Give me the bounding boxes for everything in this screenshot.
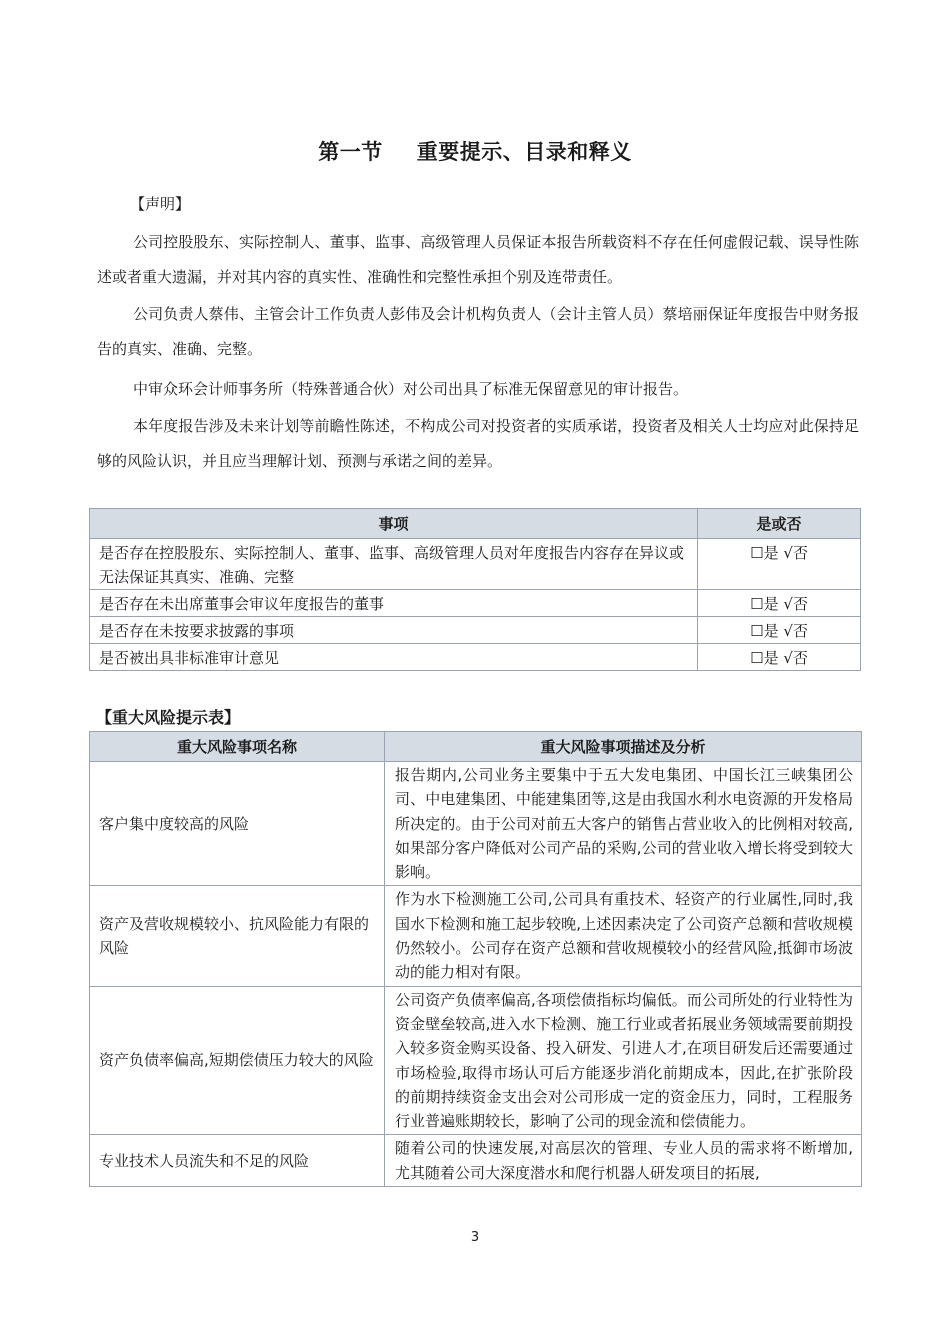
column-header: 事项 bbox=[90, 509, 698, 539]
risk-description: 报告期内,公司业务主要集中于五大发电集团、中国长江三峡集团公司、中电建集团、中能建集团等,这是由我国水利水电资源的开发格局所决定的。由于公司对前五大客户的销售占营业收入的比例相对较高,如果部分客户降低对公司产品的采购,公司的营业收入增长将受到较大影响。 bbox=[385, 762, 862, 886]
matter-item: 是否存在控股股东、实际控制人、董事、监事、高级管理人员对年度报告内容存在异议或无法保证其真实、准确、完整 bbox=[90, 539, 698, 590]
declaration-paragraph: 中审众环会计师事务所（特殊普通合伙）对公司出具了标准无保留意见的审计报告。 bbox=[133, 380, 689, 398]
risk-table bbox=[89, 731, 862, 1187]
column-header: 重大风险事项名称 bbox=[90, 732, 385, 762]
table-row bbox=[90, 1135, 862, 1187]
matters-table bbox=[89, 508, 861, 671]
table-row bbox=[90, 617, 861, 644]
table-row bbox=[90, 986, 862, 1135]
section-title bbox=[0, 136, 950, 166]
section-heading: 重要提示、目录和释义 bbox=[416, 140, 632, 164]
column-header: 是或否 bbox=[698, 509, 861, 539]
declaration-paragraph: 公司负责人蔡伟、主管会计工作负责人彭伟及会计机构负责人（会计主管人员）蔡培丽保证年度报告中财务报告的真实、准确、完整。 bbox=[97, 305, 859, 358]
matter-answer: ☐是 √否 bbox=[698, 590, 861, 617]
matter-item: 是否存在未按要求披露的事项 bbox=[90, 617, 698, 644]
risk-name: 专业技术人员流失和不足的风险 bbox=[90, 1135, 385, 1187]
matter-item: 是否存在未出席董事会审议年度报告的董事 bbox=[90, 590, 698, 617]
table-row bbox=[90, 590, 861, 617]
table-row bbox=[90, 644, 861, 671]
risk-name: 客户集中度较高的风险 bbox=[90, 762, 385, 886]
table-row bbox=[90, 539, 861, 590]
risk-table-heading: 【重大风险提示表】 bbox=[96, 708, 241, 727]
table-row bbox=[90, 762, 862, 886]
column-header: 重大风险事项描述及分析 bbox=[385, 732, 862, 762]
matter-item: 是否被出具非标准审计意见 bbox=[90, 644, 698, 671]
risk-description: 随着公司的快速发展,对高层次的管理、专业人员的需求将不断增加,尤其随着公司大深度潜水和爬行机器人研发项目的拓展, bbox=[385, 1135, 862, 1187]
table-row bbox=[90, 886, 862, 986]
matter-answer: ☐是 √否 bbox=[698, 644, 861, 671]
section-label: 第一节 bbox=[318, 140, 383, 164]
declaration-paragraph: 公司控股股东、实际控制人、董事、监事、高级管理人员保证本报告所载资料不存在任何虚假记载、误导性陈述或者重大遗漏，并对其内容的真实性、准确性和完整性承担个别及连带责任。 bbox=[97, 233, 859, 286]
risk-name: 资产及营收规模较小、抗风险能力有限的风险 bbox=[90, 886, 385, 986]
risk-description: 公司资产负债率偏高,各项偿债指标均偏低。而公司所处的行业特性为资金壁垒较高,进入水下检测、施工行业或者拓展业务领域需要前期投入较多资金购买设备、投入研发、引进人才,在项目研发后还需要通过市场检验,取得市场认可后方能逐步消化前期成本，因此,在扩张阶段的前期持续资金支出会对公司形成一定的资金压力，同时，工程服务行业普遍账期较长，影响了公司的现金流和偿债能力。 bbox=[385, 986, 862, 1135]
risk-name: 资产负债率偏高,短期偿债压力较大的风险 bbox=[90, 986, 385, 1135]
matter-answer: ☐是 √否 bbox=[698, 617, 861, 644]
page-number: 3 bbox=[470, 1230, 480, 1245]
matter-answer: ☐是 √否 bbox=[698, 539, 861, 590]
table-header-row bbox=[90, 732, 862, 762]
risk-description: 作为水下检测施工公司,公司具有重技术、轻资产的行业属性,同时,我国水下检测和施工起步较晚,上述因素决定了公司资产总额和营收规模仍然较小。公司存在资产总额和营收规模较小的经营风险,抵御市场波动的能力相对有限。 bbox=[385, 886, 862, 986]
table-header-row bbox=[90, 509, 861, 539]
declaration-paragraph: 本年度报告涉及未来计划等前瞻性陈述，不构成公司对投资者的实质承诺，投资者及相关人士均应对此保持足够的风险认识，并且应当理解计划、预测与承诺之间的差异。 bbox=[97, 417, 859, 470]
declaration-heading: 【声明】 bbox=[130, 195, 191, 213]
